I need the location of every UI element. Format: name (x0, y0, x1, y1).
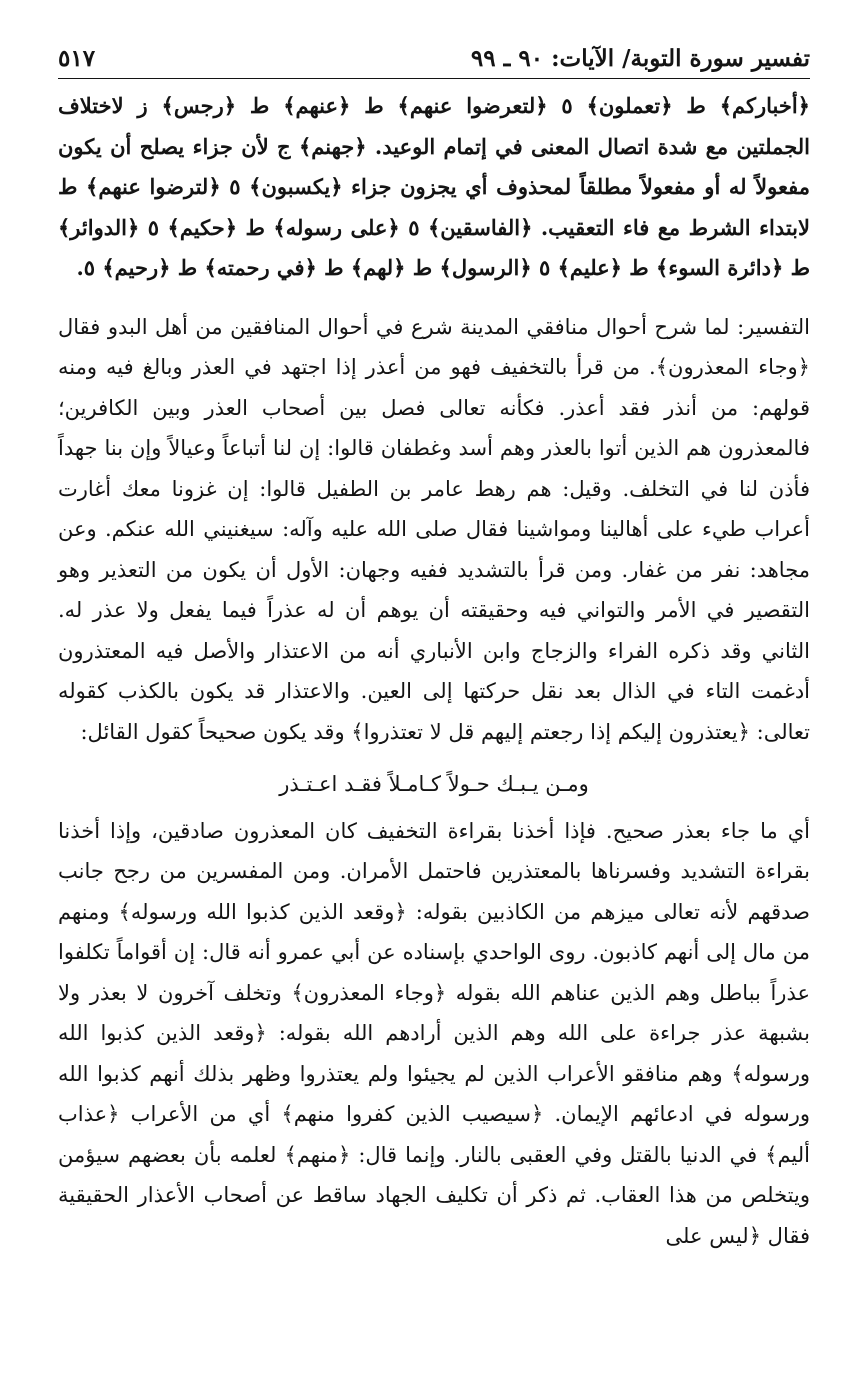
header-divider (58, 78, 810, 79)
page-body (58, 86, 810, 1256)
tafsir-paragraph: التفسير: لما شرح أحوال منافقي المدينة شرع في أحوال المنافقين من أهل البدو فقال ﴿وجاء المعذرون﴾. من قرأ بالتخفيف فهو من أعذر إذا اجتهد في العذر وبالغ فيه ومنه قولهم: من أنذر فقد أعذر. فكأنه تعالى فصل بين أصحاب العذر وبين الكافرين؛ فالمعذرون هم الذين أتوا بالعذر وهم أسد وغطفان قالوا: إن لنا أتباعاً وعيالاً وإن بنا جهداً فأذن لنا في التخلف. وقيل: هم رهط عامر بن الطفيل قالوا: إن غزونا معك أغارت أعراب طيء على أهالينا ومواشينا فقال صلى الله عليه وآله: سيغنيني الله عنكم. وعن مجاهد: نفر من غفار. ومن قرأ بالتشديد ففيه وجهان: الأول أن يكون من التعذير وهو التقصير في الأمر والتواني فيه وحقيقته أن يوهم أن له عذراً فيما يفعل ولا عذر له. الثاني وقد ذكره الفراء والزجاج وابن الأنباري أنه من الاعتذار والأصل فيه المعتذرون أدغمت التاء في الذال بعد نقل حركتها إلى العين. والاعتذار قد يكون بالكذب كقوله تعالى: ﴿يعتذرون إليكم إذا رجعتم إليهم قل لا تعتذروا﴾ وقد يكون صحيحاً كقول القائل: (58, 314, 810, 744)
running-header (58, 32, 810, 72)
paragraph-gap (58, 289, 810, 307)
waqf-paragraph: ﴿أخباركم﴾ ط ﴿تعملون﴾ ٥ ﴿لتعرضوا عنهم﴾ ط ﴿عنهم﴾ ط ﴿رجس﴾ ز لاختلاف الجملتين مع شدة اتصال المعنى في إتمام الوعيد. ﴿جهنم﴾ ج لأن جزاء يصلح أن يكون مفعولاً له أو مفعولاً مطلقاً لمحذوف أي يجزون جزاء ﴿يكسبون﴾ ٥ ﴿لترضوا عنهم﴾ ط لابتداء الشرط مع فاء التعقيب. ﴿الفاسقين﴾ ٥ ﴿على رسوله﴾ ط ﴿حكيم﴾ ٥ ﴿الدوائر﴾ ط ﴿دائرة السوء﴾ ط ﴿عليم﴾ ٥ ﴿الرسول﴾ ط ﴿لهم﴾ ط ﴿في رحمته﴾ ط ﴿رحيم﴾ ٥. (58, 93, 811, 280)
running-title: تفسير سورة التوبة/ الآيات: ٩٠ ـ ٩٩ (470, 45, 810, 72)
poetry-verse: ومـن يـبـك حـولاً كـامـلاً فقـد اعـتـذر (279, 772, 589, 796)
final-paragraph: أي ما جاء بعذر صحيح. فإذا أخذنا بقراءة التخفيف كان المعذرون صادقين، وإذا أخذنا بقراءة التشديد وفسرناها بالمعتذرين فاحتمل الأمران. ومن المفسرين من رجح جانب صدقهم لأنه تعالى ميزهم من الكاذبين بقوله: ﴿وقعد الذين كذبوا الله ورسوله﴾ ومنهم من مال إلى أنهم كاذبون. روى الواحدي بإسناده عن أبي عمرو أنه قال: إن أقواماً تكلفوا عذراً بباطل وهم الذين عناهم الله بقوله ﴿وجاء المعذرون﴾ وتخلف آخرون لا بعذر ولا بشبهة عذر جراءة على الله وهم الذين أرادهم الله بقوله: ﴿وقعد الذين كذبوا الله ورسوله﴾ وهم منافقو الأعراب الذين لم يجيئوا ولم يعتذروا وظهر بذلك أنهم كذبوا الله ورسوله في ادعائهم الإيمان. ﴿سيصيب الذين كفروا منهم﴾ أي من الأعراب ﴿عذاب أليم﴾ في الدنيا بالقتل وفي العقبى بالنار. وإنما قال: ﴿منهم﴾ لعلمه بأن بعضهم سيؤمن ويتخلص من هذا العقاب. ثم ذكر أن تكليف الجهاد ساقط عن أصحاب الأعذار الحقيقية فقال ﴿ليس على (58, 818, 810, 1248)
page-number: ٥١٧ (58, 45, 96, 72)
